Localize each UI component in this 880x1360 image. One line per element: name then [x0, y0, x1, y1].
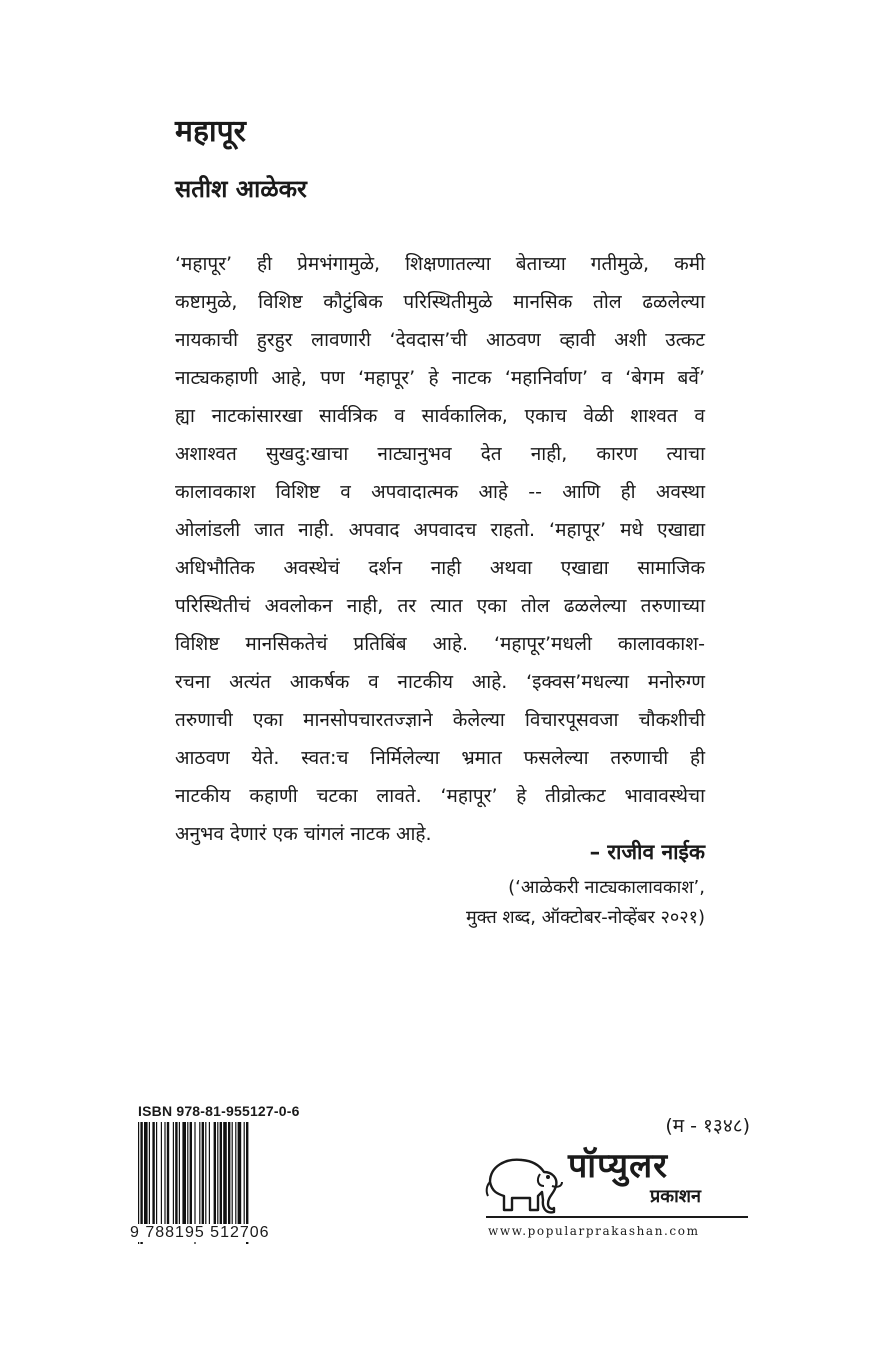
- blurb-line: नायकाची हुरहुर लावणारी ‘देवदास’ची आठवण व्हावी अशी उत्कट: [175, 329, 705, 351]
- publisher-sub: प्रकाशन: [650, 1186, 701, 1207]
- publisher-url: www.popularprakashan.com: [488, 1224, 700, 1238]
- barcode-digits: 9 788195 512706: [128, 1224, 300, 1242]
- logo-divider: [486, 1216, 748, 1218]
- blurb-line: नाटकीय कहाणी चटका लावते. ‘महापूर’ हे तीव्रोत्कट भावावस्थेचा: [175, 785, 705, 807]
- blurb-line: कालावकाश विशिष्ट व अपवादात्मक आहे -- आणि ही अवस्था: [175, 481, 705, 503]
- attribution-source: (‘आळेकरी नाट्यकालावकाश’,: [508, 877, 705, 898]
- blurb-line: रचना अत्यंत आकर्षक व नाटकीय आहे. ‘इक्वस’मधल्या मनोरुग्ण: [175, 671, 705, 693]
- blurb-line: अनुभव देणारं एक चांगलं नाटक आहे.: [175, 823, 432, 845]
- blurb-line: विशिष्ट मानसिकतेचं प्रतिबिंब आहे. ‘महापूर’मधली कालावकाश-: [175, 633, 705, 655]
- publisher-name: पॉप्युलर: [568, 1146, 669, 1186]
- blurb-line: कष्टामुळे, विशिष्ट कौटुंबिक परिस्थितीमुळे मानसिक तोल ढळलेल्या: [175, 291, 705, 313]
- blurb-line: परिस्थितीचं अवलोकन नाही, तर त्यात एका तोल ढळलेल्या तरुणाच्या: [175, 595, 705, 617]
- series-code: (म - १३४८): [665, 1115, 750, 1137]
- publisher-logo: [482, 1146, 754, 1246]
- blurb-text: [175, 245, 705, 853]
- blurb-line: तरुणाची एका मानसोपचारतज्ज्ञाने केलेल्या विचारपूसवजा चौकशीची: [175, 709, 705, 731]
- blurb-line: आठवण येते. स्वत:च निर्मिलेल्या भ्रमात फसलेल्या तरुणाची ही: [175, 747, 705, 769]
- blurb-line: ओलांडली जात नाही. अपवाद अपवादच राहतो. ‘महापूर’ मधे एखाद्या: [175, 519, 705, 541]
- blurb-line: अधिभौतिक अवस्थेचं दर्शन नाही अथवा एखाद्या सामाजिक: [175, 557, 705, 579]
- blurb-line: ‘महापूर’ ही प्रेमभंगामुळे, शिक्षणातल्या बेताच्या गतीमुळे, कमी: [175, 253, 705, 275]
- attribution-name: – राजीव नाईक: [589, 840, 705, 864]
- blurb-line: ह्या नाटकांसारखा सार्वत्रिक व सार्वकालिक, एकाच वेळी शाश्वत व: [175, 405, 705, 427]
- blurb-line: नाट्यकहाणी आहे, पण ‘महापूर’ हे नाटक ‘महानिर्वाण’ व ‘बेगम बर्वे’: [175, 367, 705, 389]
- attribution-source-detail: मुक्त शब्द, ऑक्टोबर-नोव्हेंबर २०२१): [466, 907, 705, 928]
- book-title: महापूर: [175, 114, 246, 149]
- isbn-label: ISBN 978-81-955127-0-6: [138, 1103, 300, 1119]
- blurb-line: अशाश्वत सुखदु:खाचा नाट्यानुभव देत नाही, कारण त्याचा: [175, 443, 705, 465]
- book-author: सतीश आळेकर: [175, 175, 307, 203]
- elephant-icon: [482, 1152, 564, 1214]
